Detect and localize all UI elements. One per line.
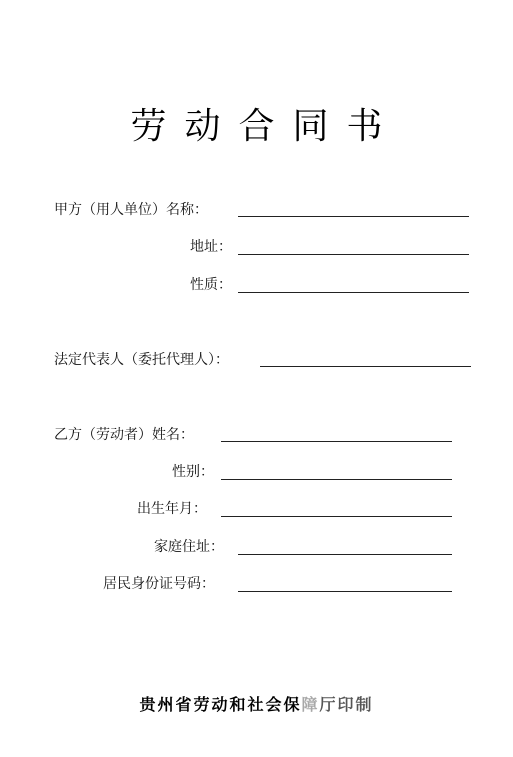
party-a-address-label: 地址： bbox=[190, 239, 232, 255]
party-b-birth-label: 出生年月： bbox=[137, 501, 207, 517]
footer-text-end: 厅印制 bbox=[319, 695, 374, 714]
party-b-name-label: 乙方（劳动者）姓名： bbox=[54, 427, 194, 443]
document-title: 劳动合同书 bbox=[130, 106, 401, 147]
party-b-home-address-field[interactable] bbox=[238, 554, 452, 555]
footer-text-main: 贵州省劳动和社会保 bbox=[139, 695, 302, 714]
party-a-name-field[interactable] bbox=[238, 216, 469, 217]
party-b-birth-field[interactable] bbox=[221, 516, 452, 517]
party-b-gender-label: 性别： bbox=[172, 464, 214, 480]
legal-rep-label: 法定代表人（委托代理人）： bbox=[54, 352, 229, 368]
party-a-name-label: 甲方（用人单位）名称： bbox=[54, 202, 208, 218]
party-b-id-number-label: 居民身份证号码： bbox=[103, 576, 215, 592]
party-b-home-address-label: 家庭住址： bbox=[154, 539, 224, 555]
printer-footer bbox=[0, 692, 513, 715]
party-a-nature-label: 性质： bbox=[190, 277, 232, 293]
legal-rep-field[interactable] bbox=[260, 366, 471, 367]
party-a-address-field[interactable] bbox=[238, 254, 469, 255]
party-b-gender-field[interactable] bbox=[221, 479, 452, 480]
party-b-id-number-field[interactable] bbox=[238, 591, 452, 592]
party-a-nature-field[interactable] bbox=[238, 292, 469, 293]
footer-text-faded: 障 bbox=[301, 695, 320, 714]
party-b-name-field[interactable] bbox=[221, 441, 452, 442]
